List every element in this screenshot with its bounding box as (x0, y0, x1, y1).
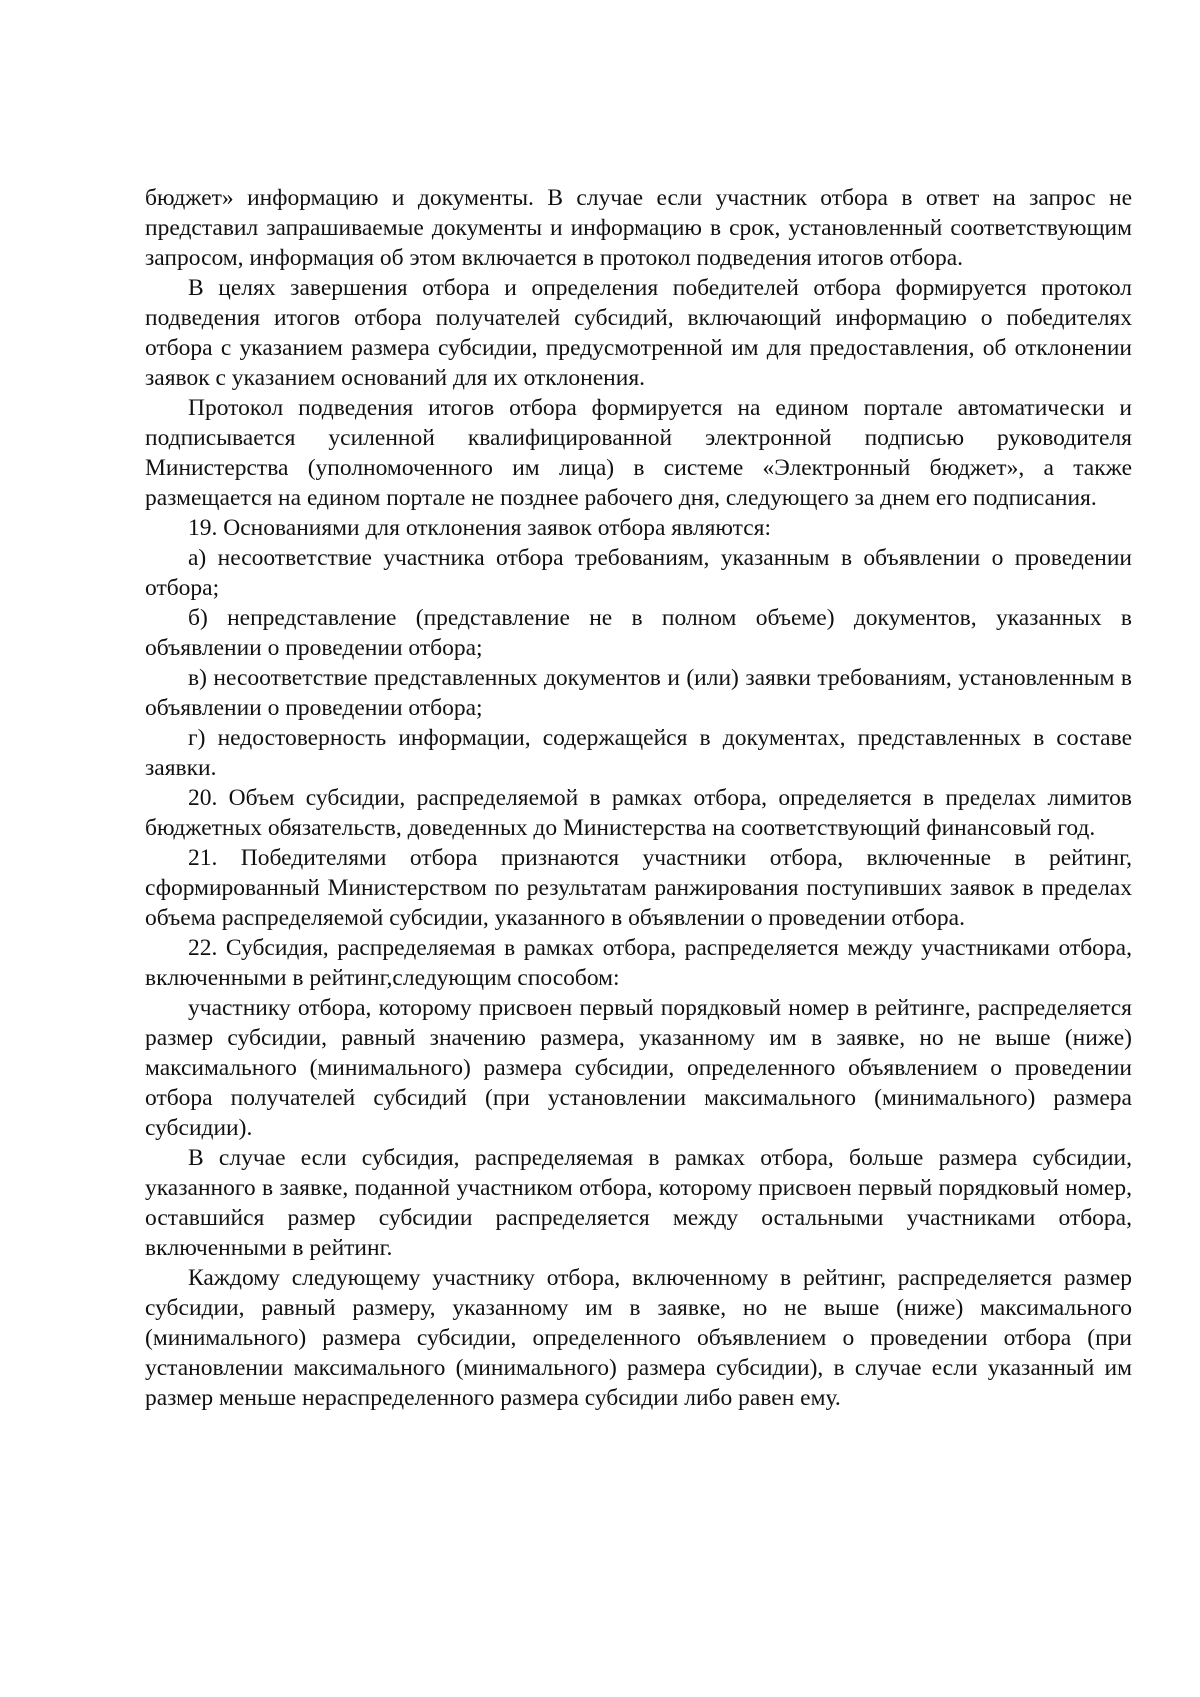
paragraph-10: 21. Победителями отбора признаются участники отбора, включенные в рейтинг, сформированный Министерством по результатам ранжирования поступивших заявок в пределах объема распределяемой субсидии, указанного в объявлении о проведении отбора. (145, 845, 1132, 931)
paragraph-13: В случае если субсидия, распределяемая в рамках отбора, больше размера субсидии, указанного в заявке, поданной участником отбора, которому присвоен первый порядковый номер, оставшийся размер субсидии распределяется между остальными участниками отбора, включенными в рейтинг. (145, 1145, 1132, 1261)
paragraph-8: г) недостоверность информации, содержащейся в документах, представленных в составе заявки. (145, 725, 1132, 781)
paragraph-3: Протокол подведения итогов отбора формируется на едином портале автоматически и подписывается усиленной квалифицированной электронной подписью руководителя Министерства (уполномоченного им лица) в системе «Электронный бюджет», а также размещается на едином портале не позднее рабочего дня, следующего за днем его подписания. (145, 395, 1132, 511)
paragraph-6: б) непредставление (представление не в полном объеме) документов, указанных в объявлении о проведении отбора; (145, 605, 1132, 661)
paragraph-2: В целях завершения отбора и определения победителей отбора формируется протокол подведения итогов отбора получателей субсидий, включающий информацию о победителях отбора с указанием размера субсидии, предусмотренной им для предоставления, об отклонении заявок с указанием оснований для их отклонения. (145, 275, 1132, 391)
paragraph-1: бюджет» информацию и документы. В случае если участник отбора в ответ на запрос не представил запрашиваемые документы и информацию в срок, установленный соответствующим запросом, информация об этом включается в протокол подведения итогов отбора. (145, 185, 1132, 271)
paragraph-4: 19. Основаниями для отклонения заявок отбора являются: (188, 515, 771, 541)
document-page (145, 183, 1132, 1413)
paragraph-11: 22. Субсидия, распределяемая в рамках отбора, распределяется между участниками отбора, включенными в рейтинг,следующим способом: (145, 935, 1132, 991)
paragraph-5: а) несоответствие участника отбора требованиям, указанным в объявлении о проведении отбора; (145, 545, 1132, 601)
paragraph-9: 20. Объем субсидии, распределяемой в рамках отбора, определяется в пределах лимитов бюджетных обязательств, доведенных до Министерства на соответствующий финансовый год. (145, 785, 1132, 841)
paragraph-14: Каждому следующему участнику отбора, включенному в рейтинг, распределяется размер субсидии, равный размеру, указанному им в заявке, но не выше (ниже) максимального (минимального) размера субсидии, определенного объявлением о проведении отбора (при установлении максимального (минимального) размера субсидии), в случае если указанный им размер меньше нераспределенного размера субсидии либо равен ему. (145, 1265, 1132, 1411)
paragraph-12: участнику отбора, которому присвоен первый порядковый номер в рейтинге, распределяется размер субсидии, равный значению размера, указанному им в заявке, но не выше (ниже) максимального (минимального) размера субсидии, определенного объявлением о проведении отбора получателей субсидий (при установлении максимального (минимального) размера субсидии). (145, 995, 1132, 1141)
paragraph-7: в) несоответствие представленных документов и (или) заявки требованиям, установленным в объявлении о проведении отбора; (145, 665, 1132, 721)
